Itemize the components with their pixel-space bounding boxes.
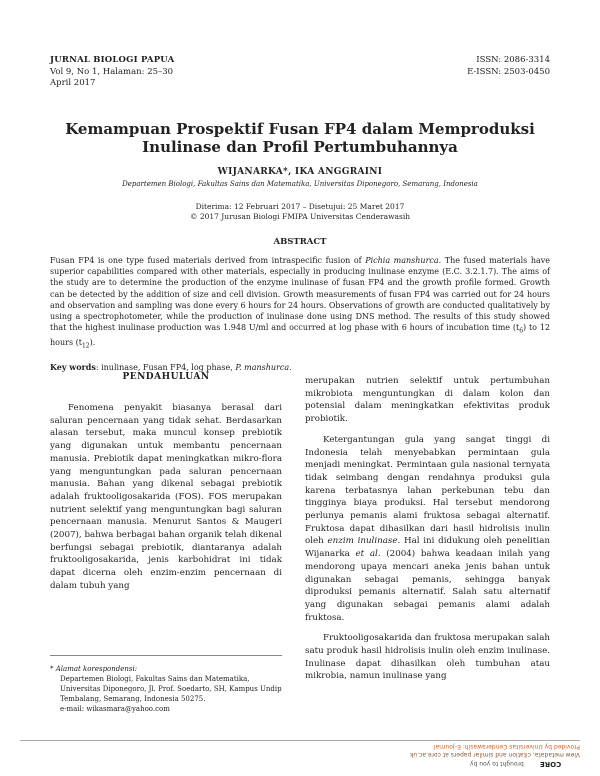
footer-divider xyxy=(20,740,580,741)
footnote-label: * Alamat korespondensi: xyxy=(50,665,138,673)
article-dates xyxy=(50,202,550,222)
issn: ISSN: 2086-3314 xyxy=(476,55,550,65)
footnote-address: Departemen Biologi, Fakultas Sains dan Matematika, Universitas Diponegoro, Jl. Prof. Soedarto, SH, Kampus Undip Tembalang, Semarang, Indonesia 50275. xyxy=(60,675,282,703)
species-name: Pichia manshurca xyxy=(365,256,439,265)
core-logo[interactable]: CORE xyxy=(540,760,562,768)
received-accepted: Diterima: 12 Februari 2017 – Disetujui: 25 Maret 2017 xyxy=(195,202,405,211)
column-right xyxy=(305,375,550,691)
brought-by-text: brought to you by xyxy=(470,760,524,767)
intro-paragraph-1: Fenomena penyakit biasanya berasal dari saluran pencernaan yang tidak sehat. Berdasarkan alasan tersebut, maka muncul konsep prebiotik yang digunakan untuk membantu pencernaan manusia. Prebiotik dapat meningkatkan mikro-flora yang menguntungkan pada saluran pencernaan manusia. Bahan yang dikenal sebagai prebiotik adalah fruktooligosakarida (FOS). FOS merupakan nutrient selektif yang menguntungkan bagi saluran pencernaan manusia. Menurut Santos & Maugeri (2007), bahwa berbagai bahan organik telah dikenal berfungsi sebagai prebiotik, diantaranya adalah fruktooligosakarida, jenis karbohidrat ini tidak dapat dicerna oleh enzim-enzim pencernaan di dalam tubuh yang xyxy=(50,403,282,591)
issn-block xyxy=(467,55,550,78)
footnote-email: e-mail: wikasmara@yahoo.com xyxy=(60,705,170,713)
journal-volume: Vol 9, No 1, Halaman: 25–30 xyxy=(50,66,174,77)
copyright: © 2017 Jurusan Biologi FMIPA Universitas Cenderawasih xyxy=(189,212,411,221)
intro-paragraph-3: Ketergantungan gula yang sangat tinggi di Indonesia telah menyebabkan permintaan gula menjadi meningkat. Permintaan gula nasional ternyata tidak seimbang dengan rendahnya produksi gula karena terbatasnya lahan perkebunan tebu dan tingginya biaya produksi. Hal tersebut mendorong perlunya pemanis alami fruktosa sebagai alternatif. Fruktosa dapat dihasilkan dari hasil hidrolisis inulin oleh enzim inulinase. Hal ini didukung oleh penelitian Wijanarka et al. (2004) bahwa keadaan inilah yang mendorong upaya mencari aneka jenis bahan untuk digunakan sebagai pemanis, sehingga banyak diproduksi pemanis alternatif. Salah satu alternatif yang digunakan sebagai pemanis alami adalah fruktosa. xyxy=(305,434,550,623)
keywords-label: Key words xyxy=(50,362,96,372)
abstract-body: Fusan FP4 is one type fused materials derived from intraspecific fusion of Pichia manshurca. The fused materials have superior capabilities compared with other materials, especially in producing inulinase enzyme (E.C. 3.2.1.7). The aims of the study are to determine the production of the enzyme inulinase of fusan FP4 and the growth profile formed. Growth can be detected by the addition of size and cell division. Growth measurements of fusan FP4 was carried out for 24 hours and observation and sampling was done every 6 hours for 24 hours. Observations of growth are conducted qualitatively by using a spectrophotometer, while the production of inulinase done using DNS method. The results of this study showed that the highest inulinase production was 1.948 U/ml and occurred at log phase with 6 hours of incubation time $(t_6)$ to 12 hours $(t_{12})$. xyxy=(50,256,551,350)
column-left xyxy=(50,372,282,601)
keywords: Key words: inulinase, Fusan FP4, log phase, P. manshurca. xyxy=(50,362,292,372)
journal-info xyxy=(50,55,174,90)
provided-by-text: Provided by Universitas Cenderawasih: E-Journal xyxy=(433,743,580,750)
journal-date: April 2017 xyxy=(50,78,96,88)
intro-paragraph-4: Fruktooligosakarida dan fruktosa merupakan salah satu produk hasil hidrolisis inulin oleh enzim inulinase. Inulinase dapat dihasilkan oleh tumbuhan atau mikrobia, namun inulinase yang xyxy=(305,633,550,682)
eissn: E-ISSN: 2503-0450 xyxy=(467,66,550,77)
metadata-link[interactable]: View metadata, citation and similar papers at core.ac.uk xyxy=(409,751,580,758)
article-authors: WIJANARKA*, IKA ANGGRAINI xyxy=(217,167,383,177)
section-heading-introduction: PENDAHULUAN xyxy=(122,372,210,382)
article-title: Kemampuan Prospektif Fusan FP4 dalam Memproduksi Inulinase dan Profil Pertumbuhannya xyxy=(65,120,535,156)
journal-name: JURNAL BIOLOGI PAPUA xyxy=(50,55,175,65)
correspondence-footnote xyxy=(50,655,282,714)
abstract-heading: ABSTRACT xyxy=(273,237,327,247)
intro-paragraph-2: merupakan nutrien selektif untuk pertumbuhan mikrobiota menguntungkan di dalam kolon dan potensial dalam meningkatkan efektivitas produk probiotik. xyxy=(305,376,550,425)
article-affiliation: Departemen Biologi, Fakultas Sains dan Matematika, Universitas Diponegoro, Semarang, Indonesia xyxy=(122,180,478,188)
